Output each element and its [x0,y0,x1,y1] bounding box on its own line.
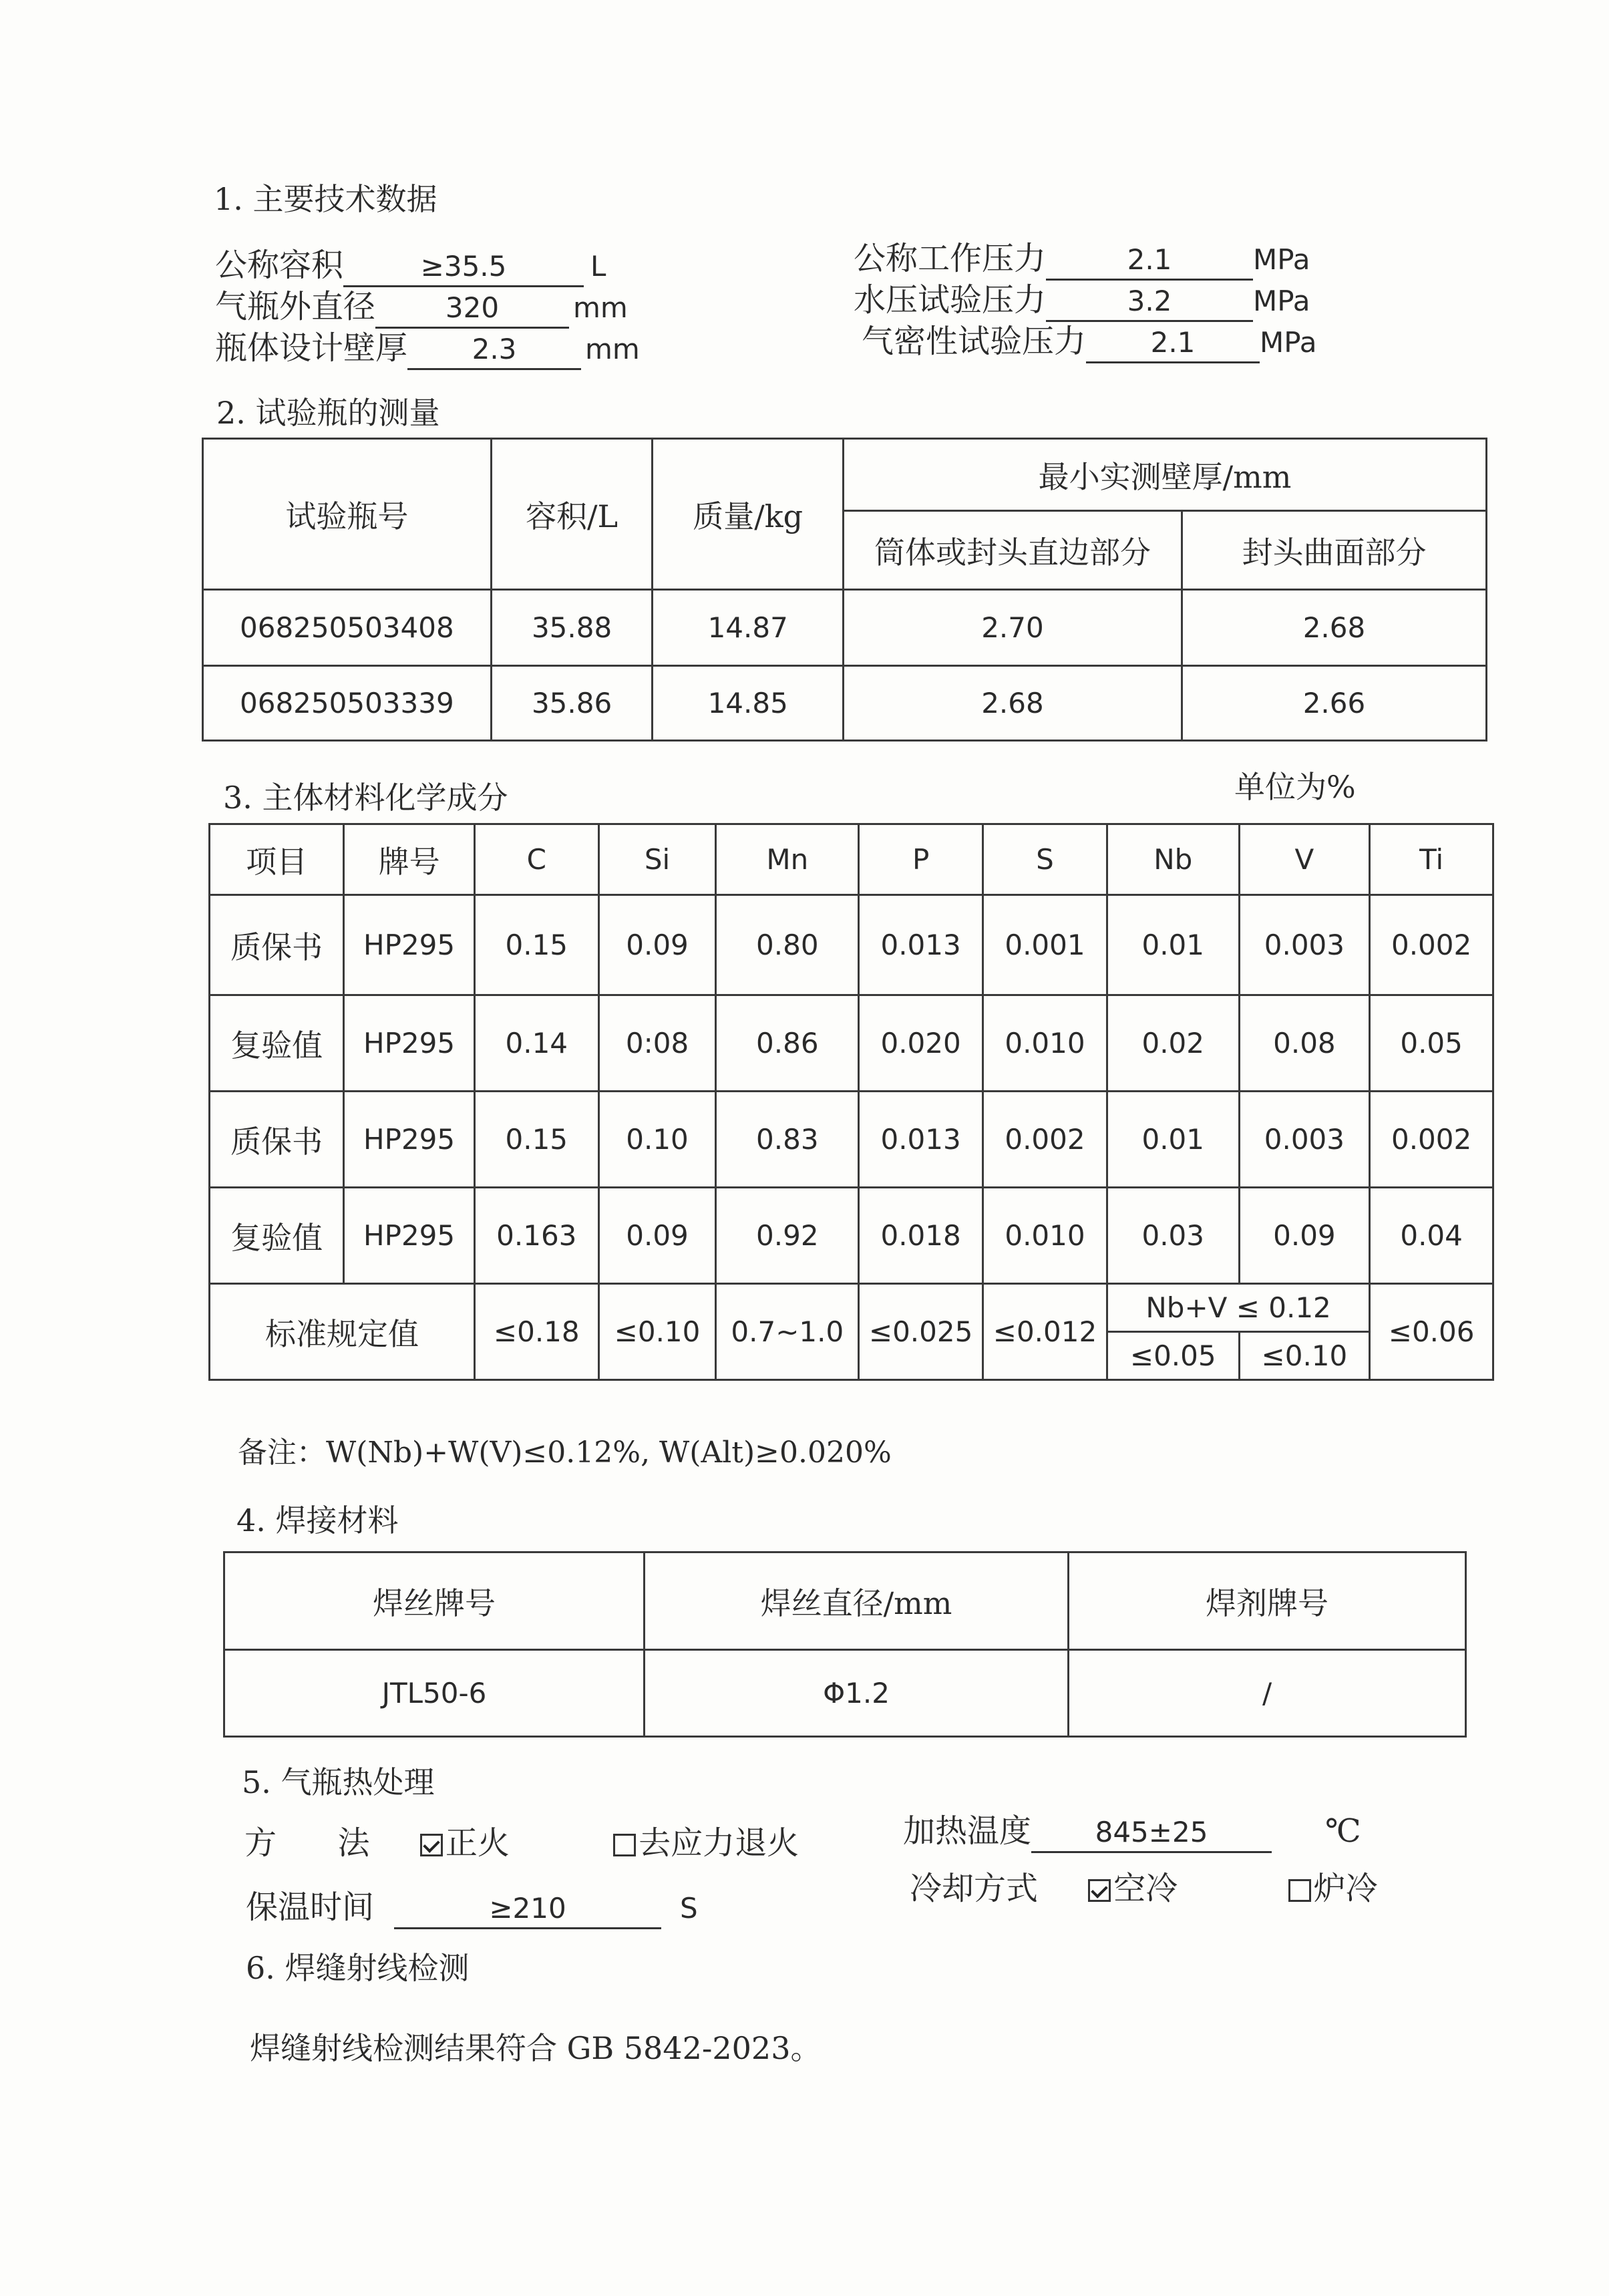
cell-wire-grade: JTL50-6 [224,1650,645,1737]
cell-mn: 0.92 [716,1188,859,1284]
design-wall-label: 瓶体设计壁厚 [215,329,408,367]
hold-time-unit: S [680,1892,698,1925]
header-nb: Nb [1107,824,1239,895]
working-pressure-value: 2.1 [1046,241,1253,281]
radiography-result: 焊缝射线检测结果符合 GB 5842-2023。 [250,2030,822,2066]
header-p: P [859,824,983,895]
cell-mass: 14.87 [653,590,844,666]
cell-p: 0.013 [859,895,983,995]
outer-diameter-unit: mm [573,291,628,324]
hydro-pressure-unit: MPa [1253,285,1310,317]
section-5-title: 5. 气瓶热处理 [242,1764,435,1800]
cylinder-measurement-table [202,438,1487,742]
header-si: Si [598,824,716,895]
header-ti: Ti [1370,824,1493,895]
leak-pressure-unit: MPa [1260,326,1317,359]
cell-grade: HP295 [344,995,475,1092]
cell-nb: 0.03 [1107,1188,1239,1284]
cell-c: 0.163 [474,1188,598,1284]
cell-grade: HP295 [344,895,475,995]
cell-c: 0.15 [474,895,598,995]
cooling-label: 冷却方式 [910,1870,1039,1907]
cell-item: 质保书 [210,895,344,995]
cell-ti: 0.05 [1370,995,1493,1092]
table-header-row [224,1552,1466,1650]
option-normalize-label: 正火 [445,1824,510,1862]
standard-c: ≤0.18 [474,1284,598,1380]
cell-volume: 35.86 [491,666,653,741]
heat-temp-row [903,1805,1361,1853]
header-wire-grade: 焊丝牌号 [224,1552,645,1650]
design-wall-row [215,322,640,370]
welding-material-table [223,1551,1467,1738]
cell-v: 0.003 [1239,1092,1370,1188]
leak-pressure-label: 气密性试验压力 [862,323,1087,360]
cell-c: 0.15 [474,1092,598,1188]
cell-nb: 0.02 [1107,995,1239,1092]
checkbox-checked-icon[interactable] [420,1834,443,1856]
chemical-composition-table [208,823,1494,1381]
cell-v: 0.08 [1239,995,1370,1092]
section-3-title: 3. 主体材料化学成分 [223,780,508,816]
option-furnace-cool[interactable] [1288,1862,1378,1909]
checkbox-unchecked-icon[interactable] [1288,1879,1311,1902]
cell-p: 0.013 [859,1092,983,1188]
hydro-pressure-value: 3.2 [1046,283,1253,322]
cell-mn: 0.83 [716,1092,859,1188]
cell-straight: 2.68 [843,666,1182,741]
cell-ti: 0.04 [1370,1188,1493,1284]
cell-p: 0.020 [859,995,983,1092]
cell-v: 0.09 [1239,1188,1370,1284]
checkbox-unchecked-icon[interactable] [613,1834,636,1856]
option-stress-relief[interactable] [613,1817,799,1863]
table-row [210,895,1493,995]
cell-s: 0.010 [983,995,1107,1092]
table-row [210,995,1493,1092]
heat-temp-value: 845±25 [1031,1814,1272,1853]
cell-curved: 2.68 [1182,590,1486,666]
standard-nb: ≤0.05 [1107,1332,1239,1380]
table-row [210,1092,1493,1188]
hydro-pressure-label: 水压试验压力 [854,281,1047,319]
header-grade: 牌号 [344,824,475,895]
design-wall-unit: mm [585,333,640,365]
standard-row [210,1284,1493,1332]
cell-v: 0.003 [1239,895,1370,995]
option-stress-relief-label: 去应力退火 [639,1824,799,1862]
cell-mn: 0.80 [716,895,859,995]
standard-si: ≤0.10 [598,1284,716,1380]
design-wall-value: 2.3 [407,331,581,370]
method-label: 方 法 [244,1824,370,1862]
cell-item: 复验值 [210,995,344,1092]
cooling-row [910,1862,1378,1909]
outer-diameter-value: 320 [375,289,569,329]
option-air-cool-label: 空冷 [1113,1870,1178,1907]
section-1-title: 1. 主要技术数据 [214,181,437,217]
cell-grade: HP295 [344,1092,475,1188]
hold-time-label: 保温时间 [246,1889,375,1926]
cell-item: 质保书 [210,1092,344,1188]
leak-pressure-row [862,315,1316,363]
table-header-row [210,824,1493,895]
cell-wire-diameter: Φ1.2 [645,1650,1069,1737]
cell-flux-grade: / [1069,1650,1466,1737]
unit-note: 单位为% [1234,769,1356,805]
hold-time-row [246,1881,698,1929]
outer-diameter-label: 气瓶外直径 [215,288,376,325]
section-2-title: 2. 试验瓶的测量 [216,395,440,431]
hold-time-value: ≥210 [394,1890,661,1929]
header-min-wall: 最小实测壁厚/mm [843,439,1486,511]
header-curved-part: 封头曲面部分 [1182,511,1486,590]
table-row [203,590,1487,666]
cell-cylinder-no: 068250503408 [203,590,492,666]
table-row [224,1650,1466,1737]
header-volume: 容积/L [491,439,653,590]
heat-temp-label: 加热温度 [903,1812,1032,1850]
checkbox-checked-icon[interactable] [1088,1879,1111,1902]
working-pressure-label: 公称工作压力 [854,240,1047,277]
header-v: V [1239,824,1370,895]
header-straight-part: 筒体或封头直边部分 [843,511,1182,590]
header-s: S [983,824,1107,895]
leak-pressure-value: 2.1 [1086,324,1260,363]
method-row [244,1817,799,1863]
cell-ti: 0.002 [1370,1092,1493,1188]
standard-v: ≤0.10 [1239,1332,1370,1380]
table-row [210,1188,1493,1284]
table-row [203,666,1487,741]
standard-s: ≤0.012 [983,1284,1107,1380]
cell-si: 0.09 [598,1188,716,1284]
standard-p: ≤0.025 [859,1284,983,1380]
cell-p: 0.018 [859,1188,983,1284]
cell-nb: 0.01 [1107,1092,1239,1188]
cell-s: 0.010 [983,1188,1107,1284]
section-4-title: 4. 焊接材料 [236,1502,399,1538]
cell-grade: HP295 [344,1188,475,1284]
heat-temp-unit: ℃ [1325,1812,1361,1850]
cell-si: 0:08 [598,995,716,1092]
cell-si: 0.10 [598,1092,716,1188]
cell-c: 0.14 [474,995,598,1092]
standard-label: 标准规定值 [210,1284,475,1380]
option-air-cool[interactable] [1088,1862,1178,1909]
option-furnace-cool-label: 炉冷 [1313,1870,1378,1907]
cell-s: 0.002 [983,1092,1107,1188]
cell-curved: 2.66 [1182,666,1486,741]
cell-nb: 0.01 [1107,895,1239,995]
chemical-remark: 备注：W(Nb)+W(V)≤0.12%, W(Alt)≥0.020% [238,1436,892,1470]
cell-si: 0.09 [598,895,716,995]
standard-ti: ≤0.06 [1370,1284,1493,1380]
header-cylinder-no: 试验瓶号 [203,439,492,590]
header-mass: 质量/kg [653,439,844,590]
header-flux-grade: 焊剂牌号 [1069,1552,1466,1650]
nominal-volume-value: ≥35.5 [343,248,584,287]
cell-item: 复验值 [210,1188,344,1284]
section-6-title: 6. 焊缝射线检测 [246,1950,470,1986]
header-mn: Mn [716,824,859,895]
header-c: C [474,824,598,895]
cell-ti: 0.002 [1370,895,1493,995]
standard-mn: 0.7~1.0 [716,1284,859,1380]
nominal-volume-label: 公称容积 [215,247,344,284]
cell-volume: 35.88 [491,590,653,666]
cell-mn: 0.86 [716,995,859,1092]
cell-cylinder-no: 068250503339 [203,666,492,741]
standard-nb-v: Nb+V ≤ 0.12 [1107,1284,1369,1332]
working-pressure-unit: MPa [1253,243,1310,276]
nominal-volume-unit: L [590,250,606,283]
option-normalize[interactable] [420,1817,510,1863]
header-wire-diameter: 焊丝直径/mm [645,1552,1069,1650]
cell-straight: 2.70 [843,590,1182,666]
header-item: 项目 [210,824,344,895]
cell-mass: 14.85 [653,666,844,741]
cell-s: 0.001 [983,895,1107,995]
